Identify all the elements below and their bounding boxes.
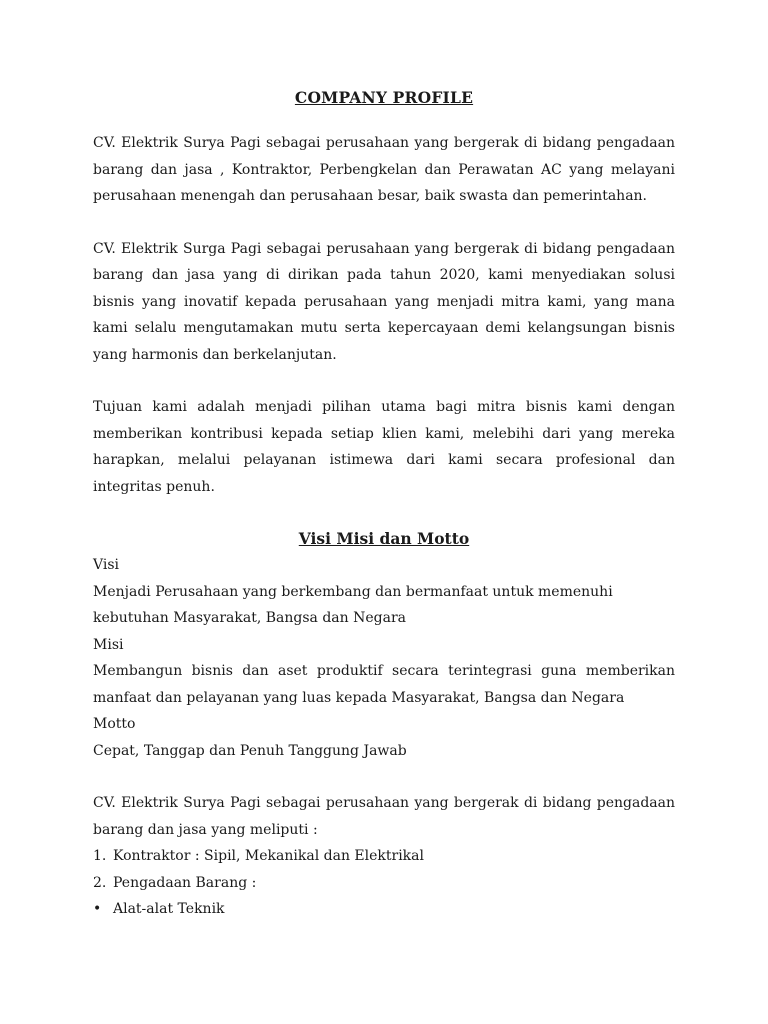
section-title-vision-mission: Visi Misi dan Motto: [298, 529, 470, 548]
bullet-item-text: Alat-alat Teknik: [113, 901, 225, 917]
list-item-text: Pengadaan Barang :: [113, 874, 257, 891]
paragraph-goal: Tujuan kami adalah menjadi pilihan utama bagi mitra bisnis kami dengan memberikan kontribusi kepada setiap klien kami, melebihi dari yang mereka harapkan, melalui pelayanan istimewa dari kami secara profesional dan integritas penuh.: [93, 399, 675, 495]
motto-label: Motto: [93, 716, 136, 732]
services-intro: CV. Elektrik Surya Pagi sebagai perusahaan yang bergerak di bidang pengadaan barang dan jasa yang meliputi :: [93, 795, 675, 838]
mission-label: Misi: [93, 636, 124, 653]
paragraph-about: CV. Elektrik Surga Pagi sebagai perusahaan yang bergerak di bidang pengadaan barang dan jasa yang di dirikan pada tahun 2020, kami menyediakan solusi bisnis yang inovatif kepada perusahaan yang menjadi mitra kami, yang mana kami selalu mengutamakan mutu serta kepercayaan demi kelangsungan bisnis yang harmonis dan berkelanjutan.: [93, 240, 675, 363]
motto-text: Cepat, Tanggap dan Penuh Tanggung Jawab: [93, 742, 407, 759]
section-spacer: [93, 764, 675, 790]
vision-label: Visi: [93, 557, 120, 573]
mission-text: Membangun bisnis dan aset produktif secara terintegrasi guna memberikan manfaat dan pelayanan yang luas kepada Masyarakat, Bangsa dan Negara: [93, 663, 675, 706]
document-title: COMPANY PROFILE: [294, 88, 474, 107]
paragraph-intro: CV. Elektrik Surya Pagi sebagai perusahaan yang bergerak di bidang pengadaan barang dan jasa , Kontraktor, Perbengkelan dan Perawatan AC yang melayani perusahaan menengah dan perusahaan besar, baik swasta dan pemerintahan.: [93, 135, 675, 204]
bullet-item: [93, 896, 675, 923]
list-item: [93, 843, 675, 870]
list-item-text: Kontraktor : Sipil, Mekanikal dan Elektrikal: [113, 848, 424, 864]
bullet-icon: •: [93, 901, 102, 917]
document-content: [93, 86, 675, 923]
vision-text: Menjadi Perusahaan yang berkembang dan bermanfaat untuk memenuhi kebutuhan Masyarakat, Bangsa dan Negara: [93, 583, 613, 626]
list-number: 2.: [93, 874, 107, 891]
list-item: [93, 870, 675, 897]
list-number: 1.: [93, 848, 107, 864]
